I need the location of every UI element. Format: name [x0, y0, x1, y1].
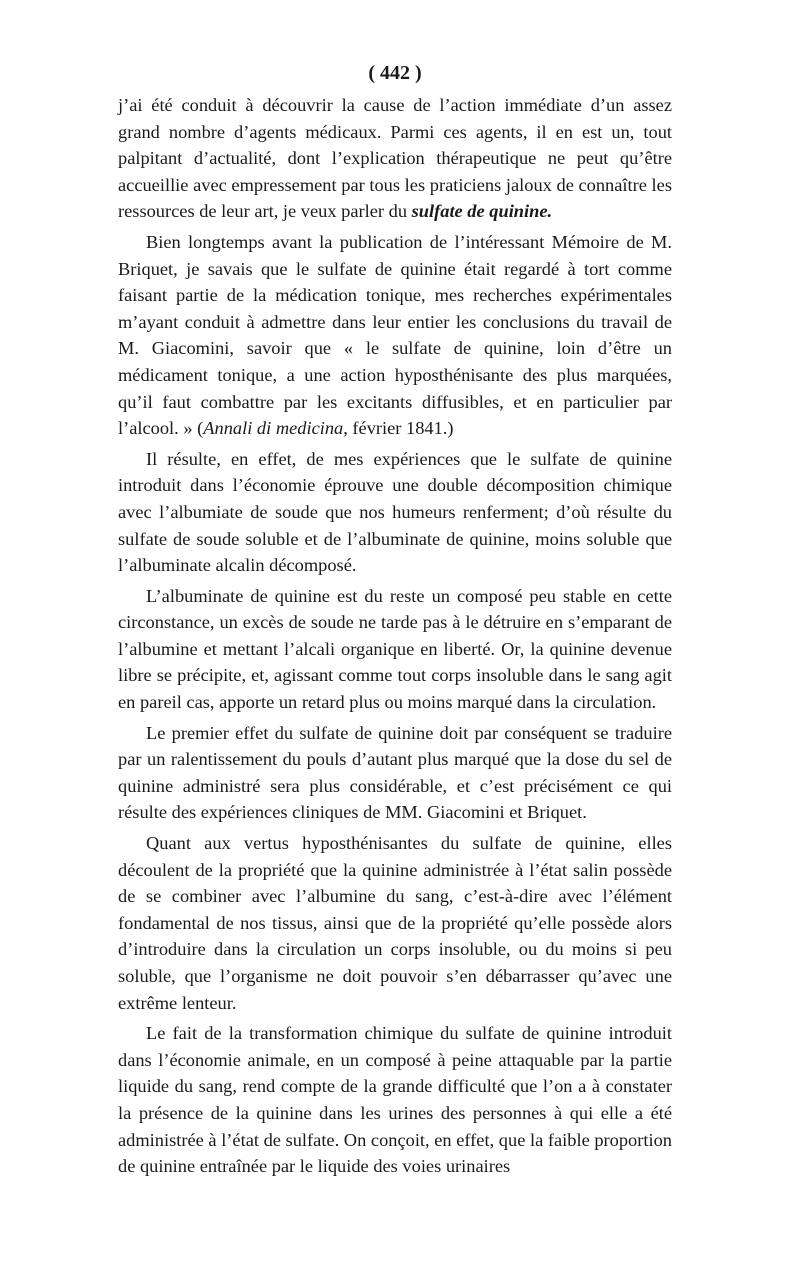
- paragraph-text: Le premier effet du sulfate de quinine doit par conséquent se traduire par un ralentissement du pouls d’autant plus marqué que la dose du sel de quinine administré sera plus considérable, et c’est précisément ce qui résulte des expériences cliniques de MM. Giacomini et Briquet.: [118, 722, 672, 823]
- paragraph-text: L’albuminate de quinine est du reste un composé peu stable en cette circonstance, un excès de soude ne tarde pas à le détruire en s’emparant de l’albumine et mettant l’alcali organique en liberté. Or, la quinine devenue libre se précipite, et, agissant comme tout corps insoluble dans le sang agit en pareil cas, apporte un retard plus ou moins marqué dans la circulation.: [118, 585, 672, 713]
- paragraph-text: Bien longtemps avant la publication de l’intéressant Mémoire de M. Briquet, je savais que le sulfate de quinine était regardé à tort comme faisant partie de la médication tonique, mes recherches expérimentales m’ayant conduit à admettre dans leur entier les conclusions du travail de M. Giacomini, savoir que « le sulfate de quinine, loin d’être un médicament tonique, a une action hyposthénisante des plus marquées, qu’il faut combattre par les excitants diffusibles, et en particulier par l’alcool. » (: [118, 231, 672, 439]
- paragraph: [118, 229, 672, 442]
- paragraph-text: j’ai été conduit à découvrir la cause de l’action immédiate d’un assez grand nombre d’agents médicaux. Parmi ces agents, il en est un, tout palpitant d’actualité, dont l’explication thérapeutique ne peut qu’être accueillie avec empressement par tous les praticiens jaloux de connaître les ressources de leur art, je veux parler du: [118, 95, 672, 222]
- paragraph: [118, 583, 672, 716]
- paragraph: [118, 830, 672, 1016]
- emphasized-text: sulfate de quinine.: [411, 201, 553, 222]
- book-page: [118, 58, 672, 1184]
- body-text: [118, 92, 672, 1180]
- paragraph-text: Quant aux vertus hyposthénisantes du sulfate de quinine, elles découlent de la propriété que la quinine administrée à l’état salin possède de se combiner avec l’albumine du sang, c’est-à-dire avec l’élément fondamental de nos tissus, ainsi que de la propriété qu’elle possède alors d’introduire dans la circulation un corps insoluble, ou du moins si peu soluble, que l’organisme ne doit pouvoir s’en débarrasser qu’avec une extrême lenteur.: [118, 833, 672, 1013]
- emphasized-text: Annali di medicina: [203, 418, 344, 439]
- paragraph-text: Il résulte, en effet, de mes expériences que le sulfate de quinine introduit dans l’économie éprouve une double décomposition chimique avec l’albumiate de soude que nos humeurs renferment; d’où résulte du sulfate de soude soluble et de l’albuminate de quinine, moins soluble que l’albuminate alcalin décomposé.: [118, 448, 672, 576]
- page-number: ( 442 ): [368, 62, 422, 84]
- paragraph-text: Le fait de la transformation chimique du sulfate de quinine introduit dans l’économie animale, en un composé à peine attaquable par la partie liquide du sang, rend compte de la grande difficulté que l’on a à constater la présence de la quinine dans les urines des personnes à qui elle a été administrée à l’état de sulfate. On conçoit, en effet, que la faible proportion de quinine entraînée par le liquide des voies urinaires: [118, 1023, 672, 1177]
- paragraph: [118, 1020, 672, 1180]
- paragraph-text: , février 1841.): [343, 418, 454, 439]
- paragraph: [118, 446, 672, 579]
- paragraph: [118, 92, 672, 225]
- paragraph: [118, 720, 672, 826]
